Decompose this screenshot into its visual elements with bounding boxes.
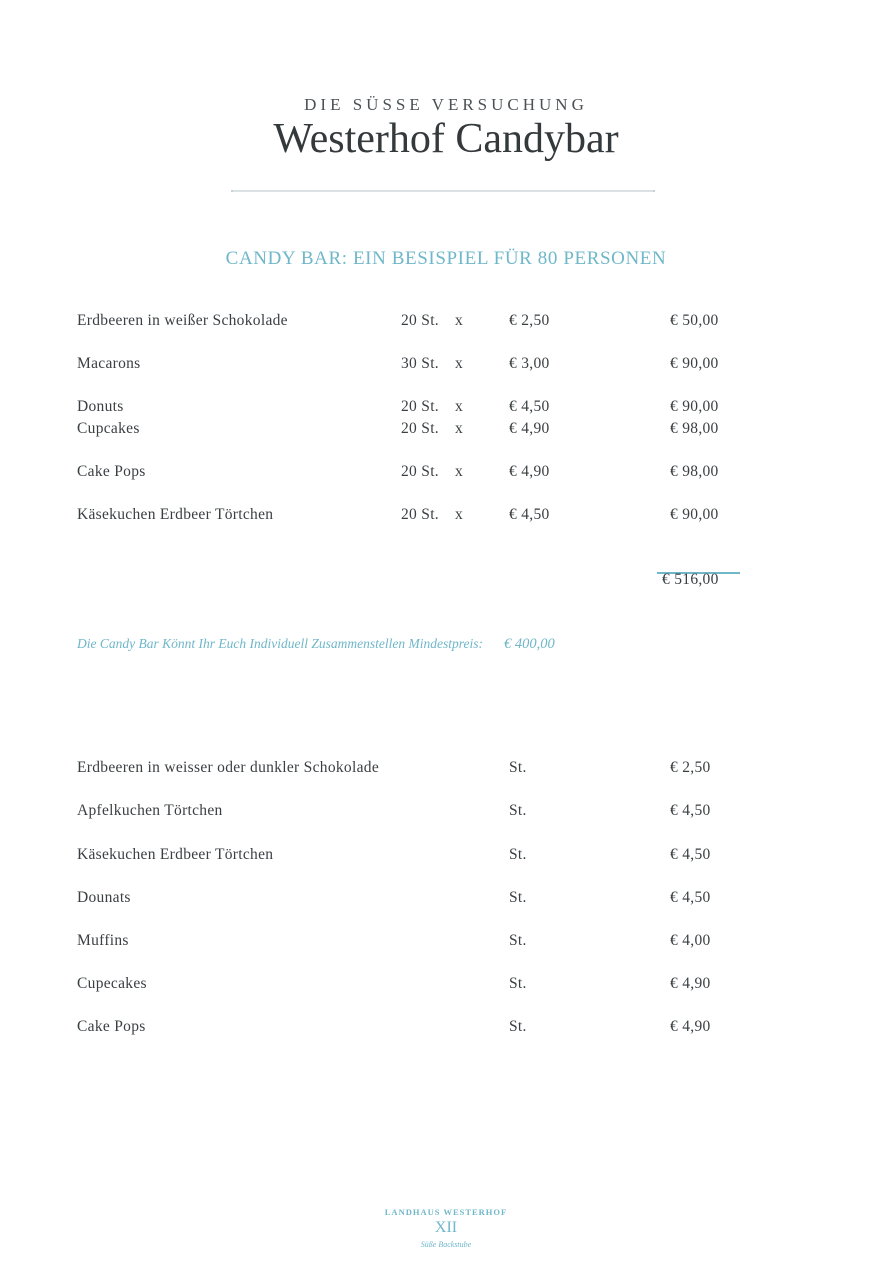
price-list-item-price: € 4,50 — [670, 802, 711, 819]
example-row-multiply: x — [455, 355, 464, 372]
example-row-total: € 98,00 — [670, 420, 719, 437]
price-list-item-name: Käsekuchen Erdbeer Törtchen — [77, 846, 274, 863]
example-row-qty: 30 St. — [401, 355, 439, 372]
footer-subtitle: Süße Backstube — [420, 1240, 472, 1249]
price-list-item-price: € 4,90 — [670, 1018, 711, 1035]
price-list-item-price: € 4,00 — [670, 932, 711, 949]
footer-brand: LANDHAUS WESTERHOF — [384, 1207, 508, 1217]
example-row-unit-price: € 4,50 — [509, 398, 550, 415]
example-row-name: Käsekuchen Erdbeer Törtchen — [77, 506, 274, 523]
example-row-unit-price: € 4,50 — [509, 506, 550, 523]
example-row-qty: 20 St. — [401, 506, 439, 523]
price-list-item-unit: St. — [509, 932, 527, 949]
price-list-item-name: Apfelkuchen Törtchen — [77, 802, 223, 819]
example-row-unit-price: € 2,50 — [509, 312, 550, 329]
example-row-name: Cupcakes — [77, 420, 140, 437]
price-list-item-price: € 2,50 — [670, 759, 711, 776]
price-list-item-name: Cake Pops — [77, 1018, 146, 1035]
price-list-item-name: Muffins — [77, 932, 129, 949]
price-list-item-name: Cupecakes — [77, 975, 147, 992]
example-row-name: Macarons — [77, 355, 141, 372]
price-list-item-unit: St. — [509, 975, 527, 992]
example-row-multiply: x — [455, 398, 464, 415]
section-heading: CANDY BAR: EIN BESISPIEL FÜR 80 PERSONEN — [225, 248, 667, 269]
example-row-total: € 90,00 — [670, 398, 719, 415]
price-list-item-name: Erdbeeren in weisser oder dunkler Schokolade — [77, 759, 380, 776]
example-row-total: € 90,00 — [670, 355, 719, 372]
example-row-qty: 20 St. — [401, 463, 439, 480]
price-list-item-unit: St. — [509, 802, 527, 819]
example-row-qty: 20 St. — [401, 312, 439, 329]
example-row-unit-price: € 4,90 — [509, 463, 550, 480]
example-row-unit-price: € 3,00 — [509, 355, 550, 372]
example-row-name: Erdbeeren in weißer Schokolade — [77, 312, 288, 329]
example-sum: € 516,00 — [662, 571, 719, 588]
example-row-total: € 90,00 — [670, 506, 719, 523]
example-row-name: Cake Pops — [77, 463, 146, 480]
price-list-item-price: € 4,50 — [670, 846, 711, 863]
example-row-qty: 20 St. — [401, 398, 439, 415]
minimum-price-note: Die Candy Bar Könnt Ihr Euch Individuell Zusammenstellen Mindestpreis: — [77, 636, 483, 651]
example-row-multiply: x — [455, 463, 464, 480]
price-list-item-unit: St. — [509, 759, 527, 776]
example-row-name: Donuts — [77, 398, 124, 415]
price-list-item-price: € 4,50 — [670, 889, 711, 906]
price-list-item-unit: St. — [509, 889, 527, 906]
price-list-item-name: Dounats — [77, 889, 131, 906]
page-number: XII — [434, 1219, 458, 1236]
page-kicker: DIE SÜSSE VERSUCHUNG — [304, 95, 588, 114]
price-list-item-unit: St. — [509, 846, 527, 863]
price-list-item-unit: St. — [509, 1018, 527, 1035]
price-list-item-price: € 4,90 — [670, 975, 711, 992]
minimum-price: € 400,00 — [504, 636, 555, 652]
example-row-multiply: x — [455, 506, 464, 523]
example-row-total: € 50,00 — [670, 312, 719, 329]
example-row-unit-price: € 4,90 — [509, 420, 550, 437]
example-row-multiply: x — [455, 420, 464, 437]
page-title: Westerhof Candybar — [273, 116, 619, 162]
example-row-total: € 98,00 — [670, 463, 719, 480]
title-divider — [230, 190, 656, 192]
example-row-multiply: x — [455, 312, 464, 329]
example-row-qty: 20 St. — [401, 420, 439, 437]
